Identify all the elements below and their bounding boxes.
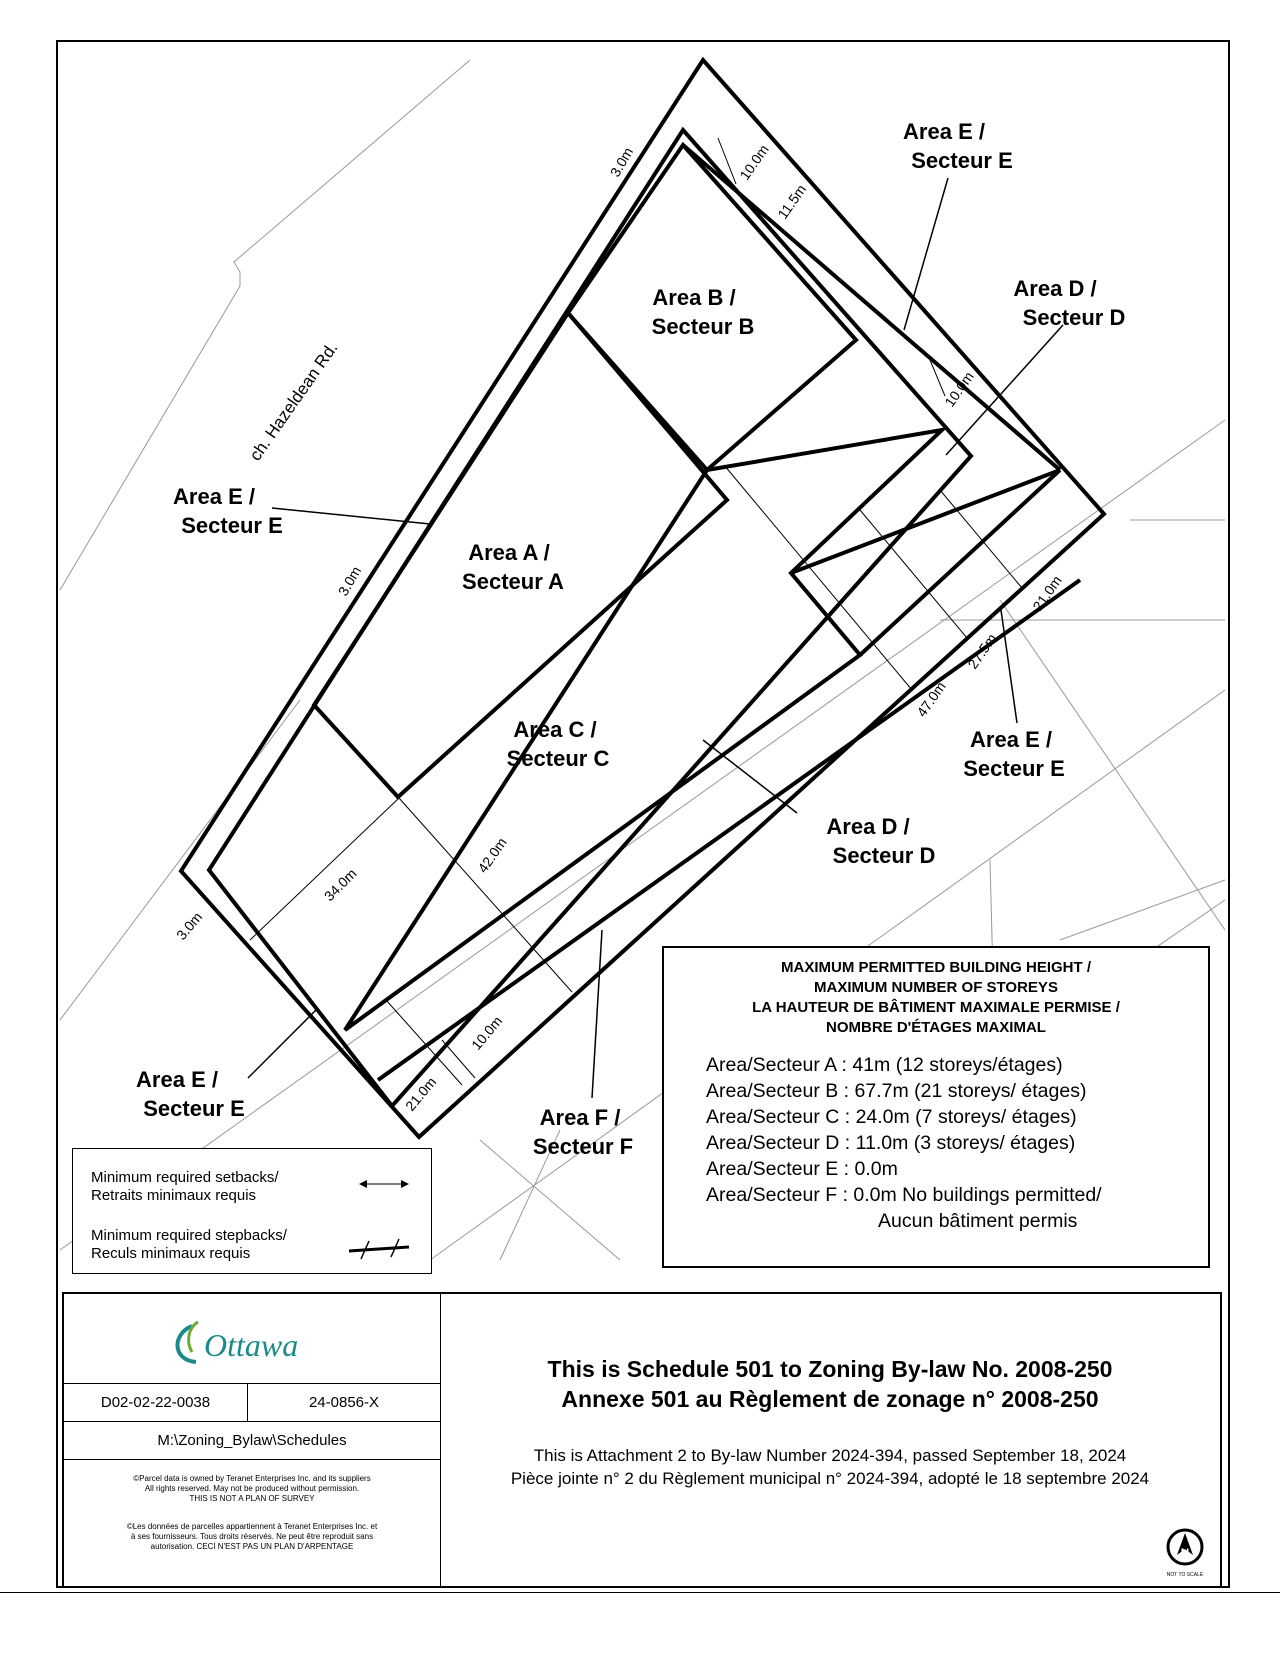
area-c-label: Area C / Secteur C [506,717,610,771]
dimension-label: 34.0m [320,865,360,905]
height-row: Area/Secteur C : 24.0m (7 storeys/ étages) [706,1106,1077,1128]
disclaimer-fr: ©Les données de parcelles appartiennent à Teranet Enterprises Inc. et à ses fournisseurs. Tous droits réservés. Ne peut être reproduit sans autorisation. CECI N'EST PAS UN PLAN D'ARPENTAGE [126,1522,378,1551]
dimension-label: 21.0m [402,1073,440,1114]
title-block [62,1292,1222,1588]
road-label: ch. Hazeldean Rd. [245,338,342,465]
height-row: Area/Secteur A : 41m (12 storeys/étages) [706,1054,1063,1076]
area-e-label-right: Area E / Secteur E [963,727,1065,781]
height-row: Area/Secteur B : 67.7m (21 storeys/ étages) [706,1080,1087,1102]
legend [72,1148,432,1274]
height-row: Area/Secteur E : 0.0m [706,1158,898,1180]
dimension-label: 10.0m [736,141,772,183]
title-block-left [64,1294,441,1586]
attachment-text: This is Attachment 2 to By-law Number 2024-394, passed September 18, 2024 Pièce jointe n° 2 du Règlement municipal n° 2024-394, adopté le 18 septembre 2024 [510,1446,1150,1488]
area-d-label-bottom: Area D / Secteur D [826,814,936,868]
logo-cell [64,1294,440,1384]
svg-text:Ottawa: Ottawa [204,1327,299,1363]
dimension-label: 21.0m [1029,572,1065,614]
legend-stepbacks-label: Minimum required stepbacks/ Reculs minimaux requis [91,1227,287,1262]
north-arrow-icon: N NOT TO SCALE [1160,1527,1210,1578]
ottawa-logo [162,1312,342,1372]
dimension-label: 3.0m [606,144,637,180]
dimension-label: 27.5m [964,630,1000,672]
height-table-rows [706,1052,1208,1234]
area-a-label: Area A / Secteur A [462,540,564,594]
height-row: Area/Secteur F : 0.0m No buildings permitted/ [706,1184,1102,1206]
map-number: 24-0856-X [248,1384,440,1422]
svg-text:N: N [1180,1546,1190,1560]
area-e-label-bottom: Area E / Secteur E [136,1067,245,1121]
area-d-label-top: Area D / Secteur D [1013,276,1126,330]
disclaimer-en: ©Parcel data is owned by Teranet Enterprises Inc. and its suppliers All rights reserved. May not be produced without permission. THIS IS NOT A PLAN OF SURVEY [133,1474,371,1503]
area-b-label: Area B / Secteur B [651,285,755,339]
dimension-label: 3.0m [334,563,365,599]
height-table [662,946,1210,1268]
area-e-label-top: Area E / Secteur E [903,119,1013,173]
area-e-label-left: Area E / Secteur E [173,484,283,538]
dimension-label: 10.0m [468,1012,506,1053]
file-number: D02-02-22-0038 [64,1384,248,1422]
setback-arrow-icon [359,1177,409,1191]
cropped-footer-strip [0,1592,1280,1656]
height-table-title: MAXIMUM PERMITTED BUILDING HEIGHT / MAXIMUM NUMBER OF STOREYS LA HAUTEUR DE BÂTIMENT MAXIMALE PERMISE / NOMBRE D'ÉTAGES MAXIMAL [752,959,1120,1036]
height-row: Area/Secteur D : 11.0m (3 storeys/ étages) [706,1132,1076,1154]
dimension-label: 11.5m [774,181,810,222]
dimension-label: 3.0m [173,908,206,943]
dimension-label: 47.0m [913,678,949,720]
stepback-line-icon [347,1237,411,1261]
file-path: M:\Zoning_Bylaw\Schedules [64,1422,440,1460]
area-f-label: Area F / Secteur F [532,1105,634,1159]
dimension-label: 42.0m [474,834,510,876]
height-row-continued: Aucun bâtiment permis [878,1210,1078,1232]
schedule-title: This is Schedule 501 to Zoning By-law No. 2008-250 Annexe 501 au Règlement de zonage n° 2008-250 [547,1356,1113,1412]
dimension-label: 10.0m [941,368,977,410]
legend-setbacks-label: Minimum required setbacks/ Retraits minimaux requis [91,1169,279,1204]
